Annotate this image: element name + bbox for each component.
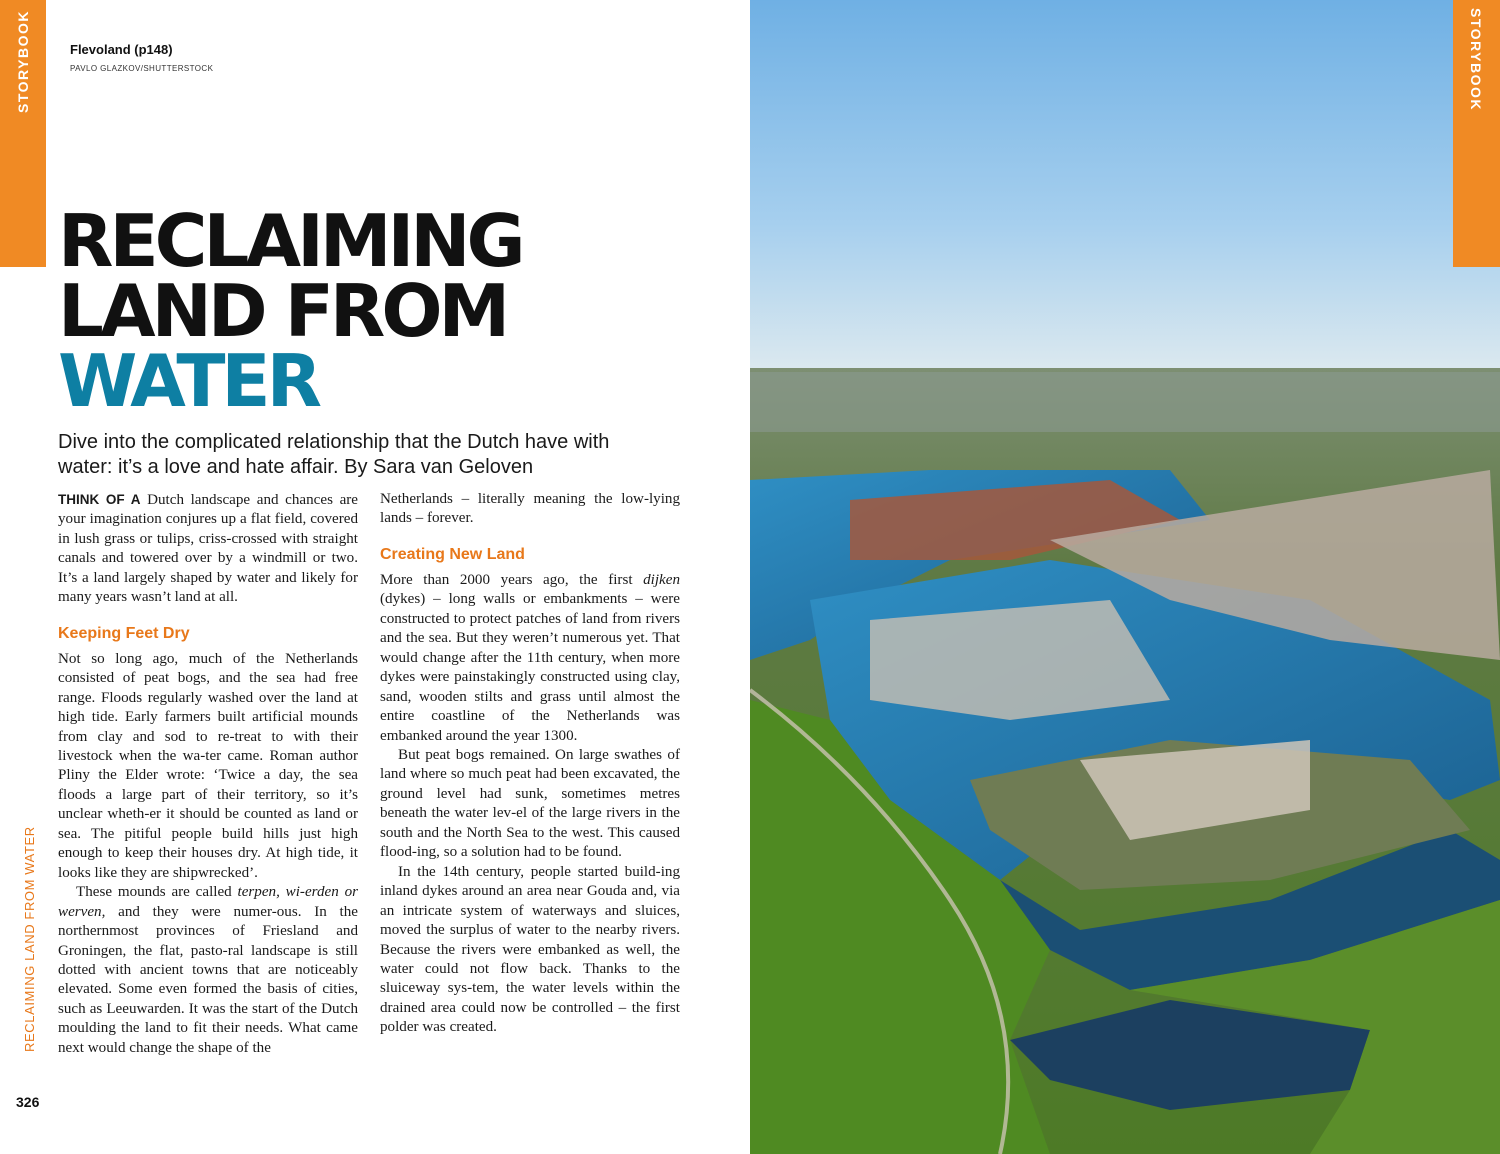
headline-line-2: LAND FROM <box>58 269 507 353</box>
body-text: These mounds are called <box>76 884 238 901</box>
body-paragraph: But peat bogs remained. On large swathes of land where so much peat had been excavated, the ground level had sunk, sometimes metres beneath the water lev-el of the large rivers in the south and the North Sea to the west. This caused flood-ing, so a solution had to be found. <box>380 746 680 861</box>
lead-in: THINK OF A <box>58 492 141 507</box>
intro-paragraph <box>58 490 358 608</box>
section-tab-right <box>1453 0 1500 267</box>
body-text: More than 2000 years ago, the first <box>380 571 644 588</box>
body-paragraph: Not so long ago, much of the Netherlands consisted of peat bogs, and the sea had free range. Floods regularly washed over the land at high tide. Early farmers built artificial mounds from clay and sod to re-treat to with their livestock when the wa-ter came. Roman author Pliny the Elder wrote: ‘Twice a day, the sea floods a large part of their territory, so it’s unclear wheth-er it should be counted as land or sea. The pitiful people build hills just high enough to keep their houses dry. At high tide, it looks like they are shipwrecked’. <box>58 650 358 881</box>
photo-caption: Flevoland (p148) <box>70 42 173 57</box>
italic-term: terpen, wi-erden or werven, <box>58 884 358 920</box>
standfirst: Dive into the complicated relationship that the Dutch have with water: it’s a love and hate affair. By Sara van Geloven <box>58 431 610 478</box>
aerial-photo-illustration <box>750 0 1500 1154</box>
subhead-creating-new-land: Creating New Land <box>380 545 525 563</box>
section-tab-label: STORYBOOK <box>15 10 31 113</box>
subhead-keeping-feet-dry: Keeping Feet Dry <box>58 624 190 642</box>
headline <box>58 199 522 423</box>
photo-credit: PAVLO GLAZKOV/SHUTTERSTOCK <box>70 64 214 73</box>
aerial-photo <box>750 0 1500 1154</box>
body-paragraph <box>58 883 358 1058</box>
section-tab <box>0 0 46 267</box>
body-text: (dykes) – long walls or embankments – were constructed to protect patches of land from rivers and the sea. But they weren’t numerous yet. That would change after the 11th century, when more dykes were painstakingly constructed using clay, sand, wooden stilts and grass until almost the entire coastline of the Netherlands was embanked around the year 1300. <box>380 591 680 744</box>
body-column-2 <box>380 490 680 1038</box>
body-paragraph <box>380 571 680 746</box>
continued-paragraph: Netherlands – literally meaning the low-lying lands – forever. <box>380 491 680 527</box>
running-head: RECLAIMING LAND FROM WATER <box>22 826 37 1052</box>
page-number: 326 <box>16 1094 40 1110</box>
body-text: and they were numer-ous. In the northernmost provinces of Friesland and Groningen, the flat, pasto-ral landscape is still dotted with ancient towns that are noticeably elevated. Some even formed the basis of cities, such as Leeuwarden. It was the start of the Dutch moulding the land to fit their needs. What came next would change the shape of the <box>58 903 358 1056</box>
headline-line-3: WATER <box>58 339 319 423</box>
body-column-1 <box>58 490 358 1058</box>
section-tab-right-label: STORYBOOK <box>1468 8 1485 111</box>
italic-term: dijken <box>643 571 680 588</box>
body-paragraph: In the 14th century, people started build-ing inland dykes around an area near Gouda and, via an intricate system of waterways and sluices, moved the surplus of water to the nearby rivers. Because the rivers were embanked as well, the water could not flow back. Thanks to the sluiceway sys-tem, the water levels within the drained area could now be controlled – the first polder was created. <box>380 863 680 1036</box>
intro-text: Dutch landscape and chances are your imagination conjures up a flat field, covered in lush grass or tulips, criss-crossed with straight canals and towered over by a windmill or two. It’s a land largely shaped by water and likely for many years wasn’t land at all. <box>58 492 358 606</box>
headline-line-1: RECLAIMING <box>58 199 522 283</box>
